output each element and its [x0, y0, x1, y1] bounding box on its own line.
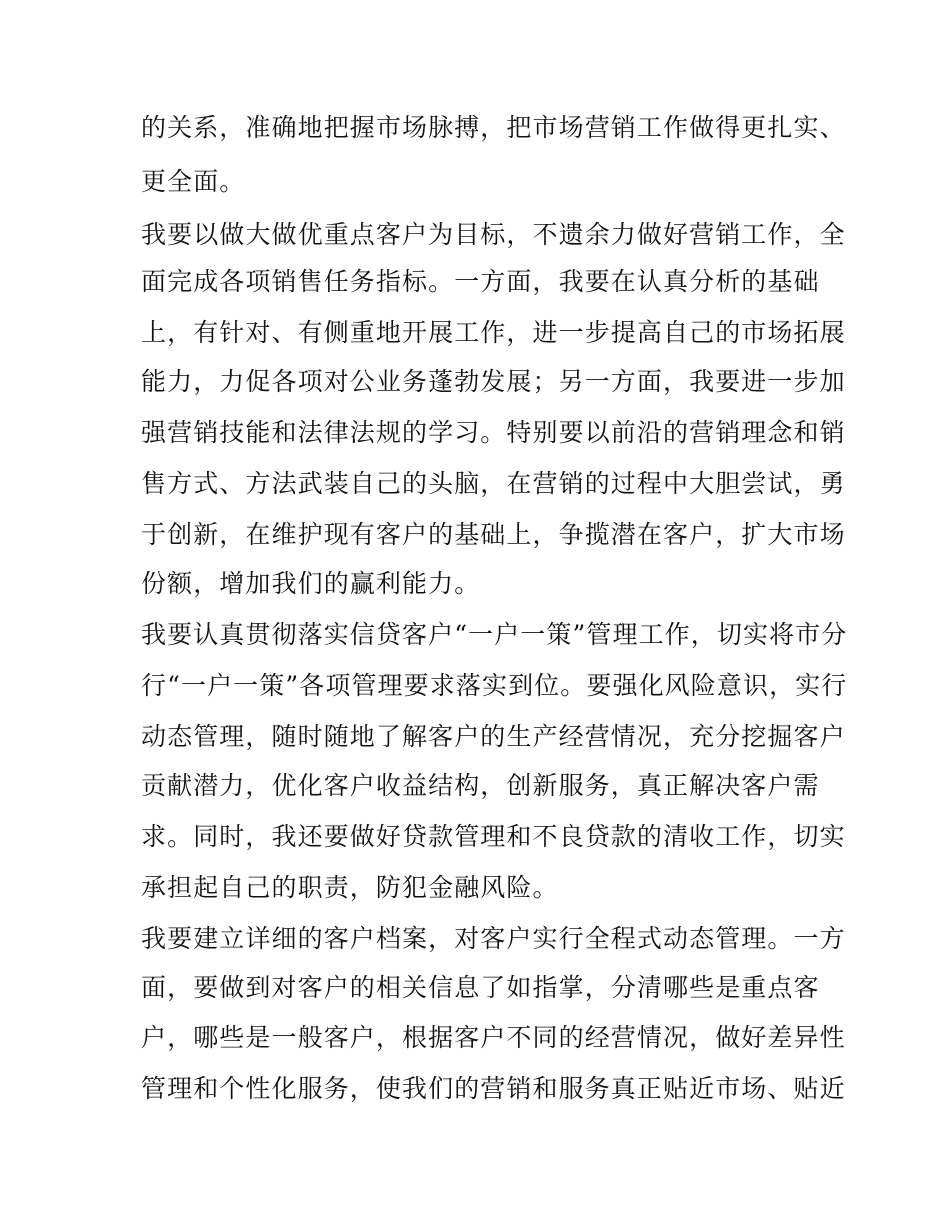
text-line: 面，要做到对客户的相关信息了如指掌，分清哪些是重点客: [141, 973, 820, 1002]
text-line: 动态管理，随时随地了解客户的生产经营情况，充分挖掘客户: [141, 722, 846, 751]
text-line: 售方式、方法武装自己的头脑，在营销的过程中大胆尝试，勇: [141, 469, 846, 498]
text-line: 面完成各项销售任务指标。一方面，我要在认真分析的基础: [141, 267, 820, 296]
text-line: 上，有针对、有侧重地开展工作，进一步提高自己的市场拓展: [141, 318, 846, 347]
text-line: 行“一户一策”各项管理要求落实到位。要强化风险意识，实行: [141, 671, 848, 700]
text-line: 我要认真贯彻落实信贷客户“一户一策”管理工作，切实将市分: [141, 620, 848, 649]
text-line: 我要以做大做优重点客户为目标，不遗余力做好营销工作，全: [141, 220, 846, 249]
text-line: 管理和个性化服务，使我们的营销和服务真正贴近市场、贴近: [141, 1074, 846, 1103]
text-line: 求。同时，我还要做好贷款管理和不良贷款的清收工作，切实: [141, 822, 846, 851]
text-line: 我要建立详细的客户档案，对客户实行全程式动态管理。一方: [141, 924, 846, 953]
text-line: 贡献潜力，优化客户收益结构，创新服务，真正解决客户需: [141, 771, 820, 800]
text-line: 承担起自己的职责，防犯金融风险。: [141, 873, 559, 902]
text-line: 的关系，准确地把握市场脉搏，把市场营销工作做得更扎实、: [141, 113, 846, 142]
text-line: 份额，增加我们的赢利能力。: [141, 569, 481, 598]
text-line: 更全面。: [141, 167, 246, 196]
text-line: 户，哪些是一般客户，根据客户不同的经营情况，做好差异性: [141, 1023, 846, 1052]
text-line: 于创新，在维护现有客户的基础上，争揽潜在客户，扩大市场: [141, 520, 846, 549]
text-line: 能力，力促各项对公业务蓬勃发展；另一方面，我要进一步加: [141, 367, 846, 396]
text-line: 强营销技能和法律法规的学习。特别要以前沿的营销理念和销: [141, 418, 846, 447]
